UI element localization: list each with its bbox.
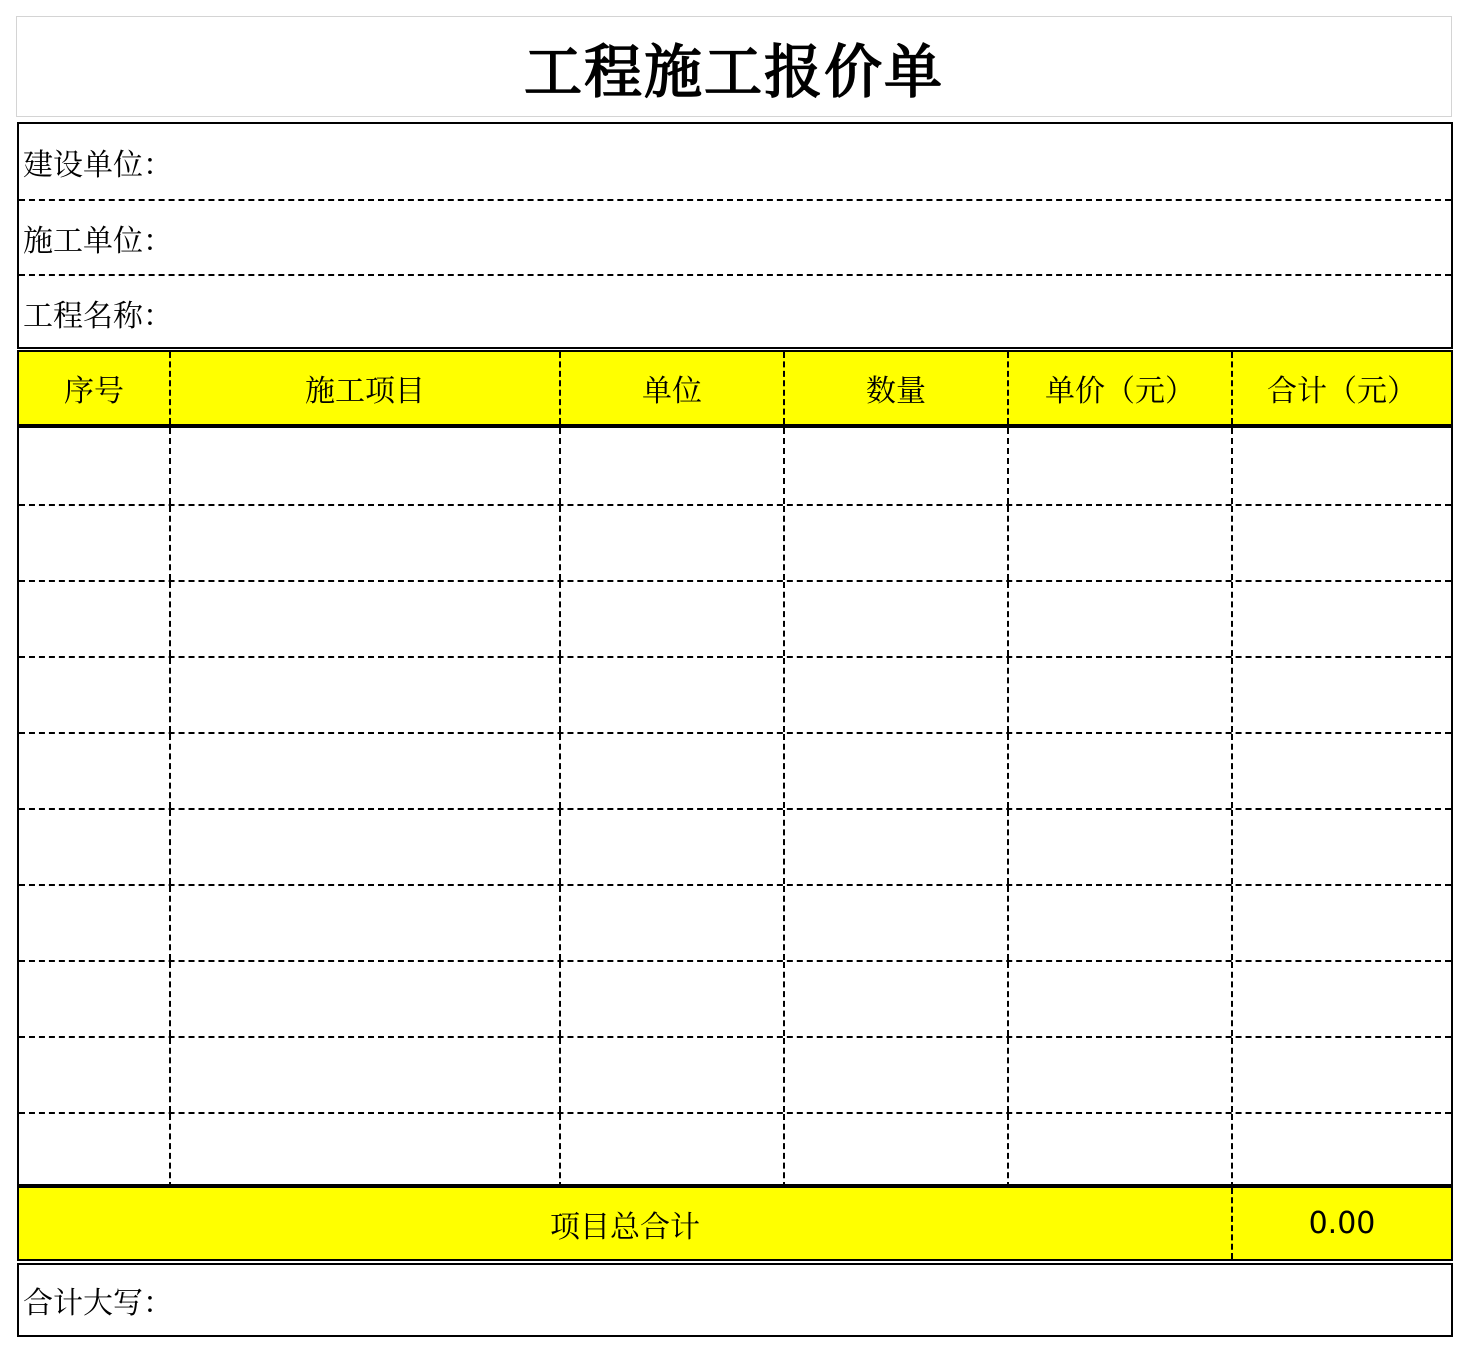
table-row <box>19 504 1451 580</box>
cell-seq[interactable] <box>19 506 169 580</box>
cell-quantity[interactable] <box>783 1038 1007 1112</box>
cell-unit-price[interactable] <box>1007 734 1231 808</box>
cell-item[interactable] <box>169 962 559 1036</box>
cell-quantity[interactable] <box>783 810 1007 884</box>
cell-item[interactable] <box>169 886 559 960</box>
info-row-contractor[interactable] <box>19 199 1451 274</box>
cell-unit[interactable] <box>559 1114 783 1188</box>
table-row <box>19 1036 1451 1112</box>
table-body <box>17 426 1453 1186</box>
cell-seq[interactable] <box>19 582 169 656</box>
cell-unit-price[interactable] <box>1007 506 1231 580</box>
table-row <box>19 656 1451 732</box>
cell-quantity[interactable] <box>783 1114 1007 1188</box>
cell-item[interactable] <box>169 506 559 580</box>
cell-subtotal[interactable] <box>1231 1038 1451 1112</box>
table-row <box>19 808 1451 884</box>
cell-seq[interactable] <box>19 962 169 1036</box>
cell-item[interactable] <box>169 428 559 504</box>
cell-unit-price[interactable] <box>1007 428 1231 504</box>
header-unit-price: 单价（元） <box>1007 352 1231 424</box>
cell-seq[interactable] <box>19 658 169 732</box>
cell-seq[interactable] <box>19 886 169 960</box>
cell-subtotal[interactable] <box>1231 734 1451 808</box>
cell-unit-price[interactable] <box>1007 582 1231 656</box>
header-quantity: 数量 <box>783 352 1007 424</box>
header-unit: 单位 <box>559 352 783 424</box>
cell-seq[interactable] <box>19 428 169 504</box>
table-row <box>19 884 1451 960</box>
cell-subtotal[interactable] <box>1231 658 1451 732</box>
table-row <box>19 428 1451 504</box>
total-value: 0.00 <box>1231 1188 1451 1259</box>
cell-subtotal[interactable] <box>1231 506 1451 580</box>
info-row-client[interactable] <box>19 124 1451 199</box>
cell-quantity[interactable] <box>783 428 1007 504</box>
cell-quantity[interactable] <box>783 734 1007 808</box>
cell-subtotal[interactable] <box>1231 810 1451 884</box>
cell-subtotal[interactable] <box>1231 1114 1451 1188</box>
cell-subtotal[interactable] <box>1231 962 1451 1036</box>
cell-seq[interactable] <box>19 810 169 884</box>
cell-unit[interactable] <box>559 962 783 1036</box>
amount-in-words-row[interactable] <box>17 1263 1453 1337</box>
cell-quantity[interactable] <box>783 658 1007 732</box>
cell-quantity[interactable] <box>783 886 1007 960</box>
cell-item[interactable] <box>169 582 559 656</box>
cell-unit[interactable] <box>559 428 783 504</box>
cell-subtotal[interactable] <box>1231 886 1451 960</box>
table-header <box>17 350 1453 426</box>
header-subtotal: 合计（元） <box>1231 352 1451 424</box>
table-row <box>19 1112 1451 1188</box>
header-item: 施工项目 <box>169 352 559 424</box>
cell-unit[interactable] <box>559 1038 783 1112</box>
table-row <box>19 580 1451 656</box>
amount-in-words-label: 合计大写： <box>23 1286 173 1321</box>
total-row <box>17 1186 1453 1261</box>
cell-unit[interactable] <box>559 658 783 732</box>
cell-seq[interactable] <box>19 1114 169 1188</box>
cell-subtotal[interactable] <box>1231 428 1451 504</box>
info-label-client: 建设单位： <box>23 147 173 183</box>
cell-unit-price[interactable] <box>1007 886 1231 960</box>
cell-subtotal[interactable] <box>1231 582 1451 656</box>
cell-seq[interactable] <box>19 734 169 808</box>
cell-seq[interactable] <box>19 1038 169 1112</box>
cell-quantity[interactable] <box>783 962 1007 1036</box>
header-seq: 序号 <box>64 374 124 409</box>
info-section <box>17 122 1453 349</box>
cell-item[interactable] <box>169 1038 559 1112</box>
info-label-contractor: 施工单位： <box>23 223 173 259</box>
table-row <box>19 732 1451 808</box>
cell-item[interactable] <box>169 658 559 732</box>
cell-unit[interactable] <box>559 886 783 960</box>
cell-unit[interactable] <box>559 734 783 808</box>
total-label: 项目总合计 <box>550 1209 700 1245</box>
cell-unit[interactable] <box>559 582 783 656</box>
cell-unit[interactable] <box>559 810 783 884</box>
info-row-project-name[interactable] <box>19 274 1451 349</box>
cell-unit[interactable] <box>559 506 783 580</box>
page-title: 工程施工报价单 <box>523 37 944 106</box>
title-box <box>16 16 1452 117</box>
info-label-project-name: 工程名称： <box>23 298 173 334</box>
cell-unit-price[interactable] <box>1007 1114 1231 1188</box>
cell-quantity[interactable] <box>783 582 1007 656</box>
table-row <box>19 960 1451 1036</box>
cell-unit-price[interactable] <box>1007 810 1231 884</box>
cell-unit-price[interactable] <box>1007 1038 1231 1112</box>
cell-quantity[interactable] <box>783 506 1007 580</box>
cell-unit-price[interactable] <box>1007 962 1231 1036</box>
cell-item[interactable] <box>169 810 559 884</box>
cell-item[interactable] <box>169 734 559 808</box>
cell-unit-price[interactable] <box>1007 658 1231 732</box>
cell-item[interactable] <box>169 1114 559 1188</box>
